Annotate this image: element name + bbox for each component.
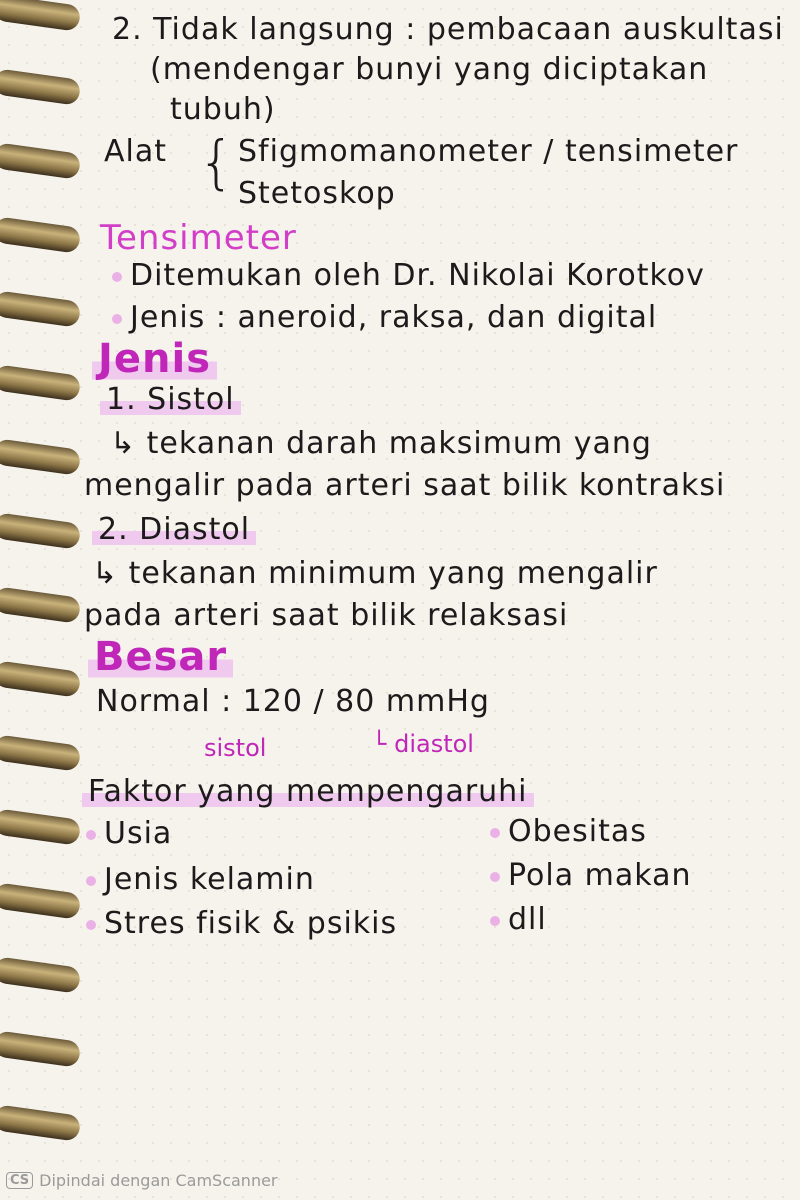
factor-text: Usia [104,816,173,851]
scanner-watermark [6,1171,278,1190]
factor-left-item [86,816,172,851]
tensimeter-point-2-text: Jenis : aneroid, raksa, dan digital [130,300,658,335]
alat-item-stetoskop: Stetoskop [238,176,396,211]
factor-text: dll [508,902,547,937]
bullet-dot [112,314,122,324]
bullet-dot [490,828,500,838]
besar-heading [88,634,233,680]
tensimeter-point-1 [112,258,705,293]
bullet-dot [112,272,122,282]
method-indirect-line: 2. Tidak langsung : pembacaan auskultasi [112,12,784,47]
factor-left-item [86,862,315,897]
jenis-heading-text: Jenis [92,336,217,382]
watermark-text: Dipindai dengan CamScanner [39,1171,278,1190]
sistol-title-text: 1. Sistol [100,382,241,417]
alat-item-tensimeter: Sfigmomanometer / tensimeter [238,134,739,169]
bullet-dot [86,920,96,930]
factor-right-item [490,902,547,937]
sistol-definition-1: ↳ tekanan darah maksimum yang [110,426,652,461]
bullet-dot [490,872,500,882]
factor-text: Stres fisik & psikis [104,906,398,941]
faktor-heading-text: Faktor yang mempengaruhi [82,774,534,809]
method-indirect-line-3: tubuh) [170,92,276,127]
bullet-dot [86,876,96,886]
diastol-annotation: └ diastol [372,730,474,758]
factor-text: Jenis kelamin [104,862,315,897]
diastol-title [92,512,256,547]
diastol-definition-1: ↳ tekanan minimum yang mengalir [92,556,658,591]
tensimeter-heading: Tensimeter [100,218,297,258]
tensimeter-point-2 [112,300,657,335]
camscanner-logo-icon: CS [6,1172,33,1189]
brace-symbol: { [198,128,235,196]
normal-value: Normal : 120 / 80 mmHg [96,684,490,719]
factor-right-item [490,858,691,893]
diastol-title-text: 2. Diastol [92,512,256,547]
besar-heading-text: Besar [88,634,233,680]
factor-text: Pola makan [508,858,692,893]
faktor-heading [82,774,534,809]
sistol-title [100,382,241,417]
method-indirect-line-2: (mendengar bunyi yang diciptakan [150,52,709,87]
bullet-dot [86,830,96,840]
diastol-definition-2: pada arteri saat bilik relaksasi [84,598,569,633]
factor-left-item [86,906,397,941]
alat-label: Alat [104,134,168,169]
factor-right-item [490,814,647,849]
factor-text: Obesitas [508,814,647,849]
sistol-annotation: sistol [204,734,267,762]
jenis-heading [92,336,217,382]
tensimeter-point-1-text: Ditemukan oleh Dr. Nikolai Korotkov [130,258,705,293]
sistol-definition-2: mengalir pada arteri saat bilik kontraksi [84,468,726,503]
bullet-dot [490,916,500,926]
